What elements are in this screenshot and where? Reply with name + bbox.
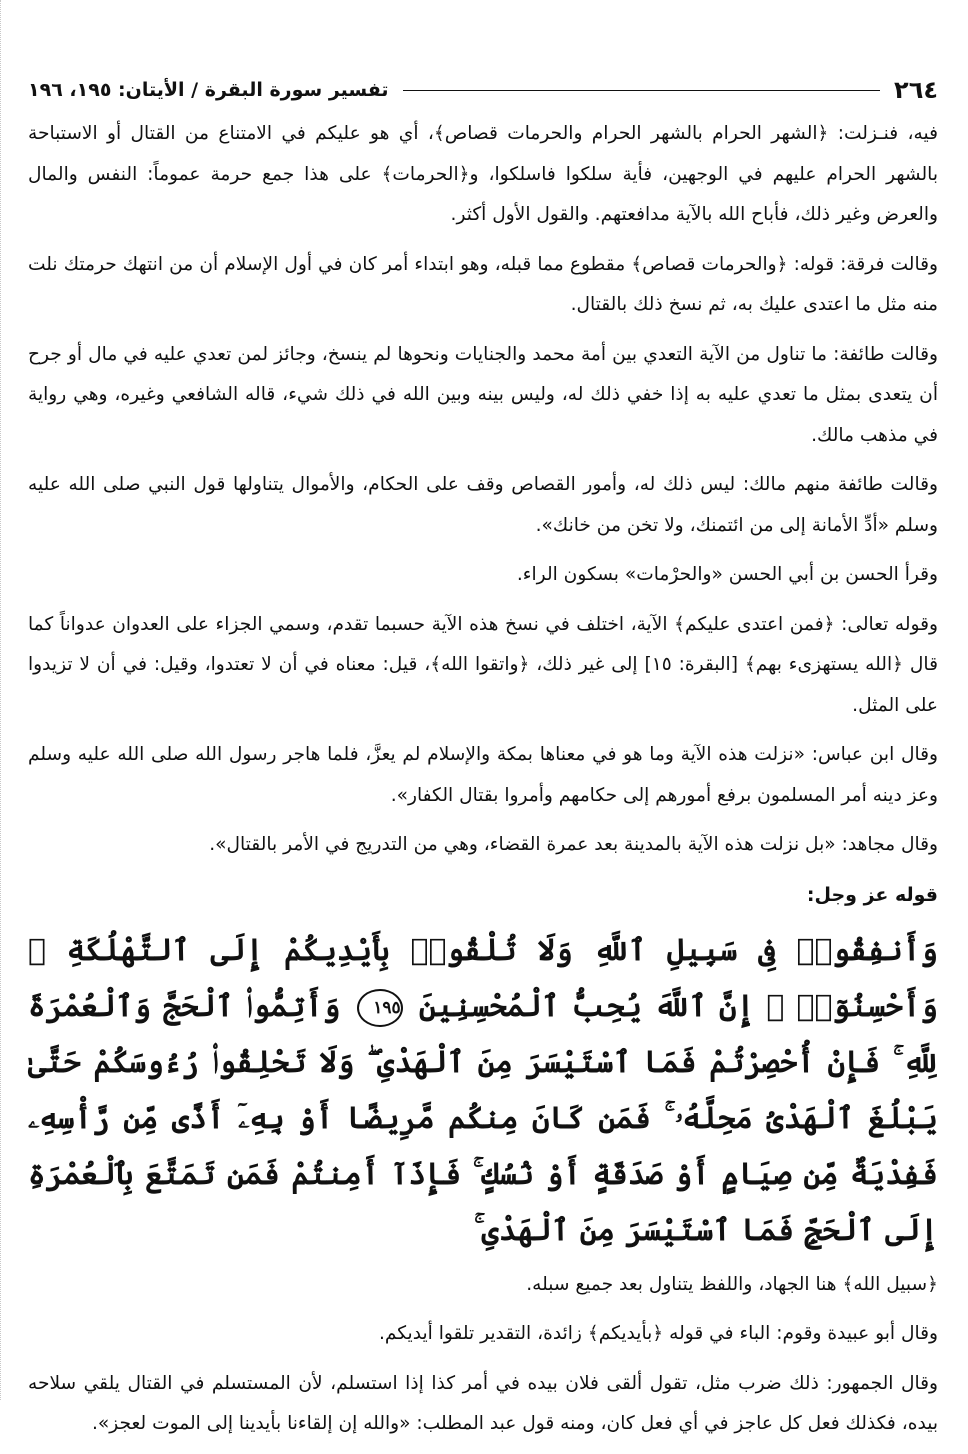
commentary-paragraph: وقال الجمهور: ذلك ضرب مثل، تقول ألقى فلان بيده في أمر كذا إذا استسلم، لأن المستسلم في القتال يلقي سلاحه بيده، فكذلك فعل كل عاجز في أي فعل كان، ومنه قول عبد المطلب: «والله إن إلقاءنا بأيدينا إلى الموت لعجز».: [28, 1372, 938, 1434]
page-number: ٢٦٤: [894, 76, 938, 104]
paragraph: وقالت طائفة: ما تناول من الآية التعدي بين أمة محمد والجنايات ونحوها لم ينسخ، وجائز لمن تعدي عليه في مال أو جرح أن يتعدى بمثل ما تعدي عليه به إذا خفي ذلك له، وليس بينه وبين الله في ذلك شيء، قاله الشافعي وغيره، وهي رواية في مذهب مالك.: [28, 343, 938, 446]
page-header: [28, 72, 938, 108]
commentary-paragraph: وقال أبو عبيدة وقوم: الباء في قوله ﴿بأيديكم﴾ زائدة، التقدير تلقوا أيديكم.: [378, 1323, 938, 1344]
ayah-number-mark: ١٩٥: [357, 989, 403, 1027]
paragraph: وقوله تعالى: ﴿فمن اعتدى عليكم﴾ الآية، اختلف في نسخ هذه الآية حسبما تقدم، وسمي الجزاء على العدوان عدواناً كما قال ﴿الله يستهزىء بهم﴾ [البقرة: ١٥] إلى غير ذلك، ﴿واتقوا الله﴾، قيل: معناه في أن لا تعتدوا، وقيل: في أن لا تزيدوا على المثل.: [28, 613, 938, 716]
header-rule: [403, 90, 881, 91]
page-body: [28, 114, 938, 1445]
commentary-paragraph: ﴿سبيل الله﴾ هنا الجهاد، واللفظ يتناول بعد جميع سبله.: [526, 1273, 938, 1295]
paragraph: وقال مجاهد: «بل نزلت هذه الآية بالمدينة بعد عمرة القضاء، وهي من التدريج في الأمر بالقتال».: [209, 834, 938, 855]
verse-intro: قوله عز وجل:: [806, 883, 938, 906]
quran-verse: [28, 923, 938, 1259]
paragraph: وقالت طائفة منهم مالك: ليس ذلك له، وأمور القصاص وقف على الحكام، والأموال يتناولها قول النبي صلى الله عليه وسلم «أدِّ الأمانة إلى من ائتمنك، ولا تخن من خانك».: [28, 474, 938, 536]
margin-dotted-line: [0, 0, 2, 1400]
paragraph: وقال ابن عباس: «نزلت هذه الآية وما هو في معناها بمكة والإسلام لم يعزَّ، فلما هاجر رسول الله صلى الله عليه وسلم وعز دينه أمر المسلمون برفع أمورهم إلى حكامهم وأمروا بقتال الكفار».: [28, 744, 938, 806]
paragraph: وقرأ الحسن بن أبي الحسن «والحرْمات» بسكون الراء.: [516, 564, 938, 585]
paragraph: فيه، فنـزلت: ﴿الشهر الحرام بالشهر الحرام والحرمات قصاص﴾، أي هو عليكم في الامتناع من القتال أو الاستباحة بالشهر الحرام عليهم في الوجهين، فأية سلكوا فاسلكوا، و﴿الحرمات﴾ على هذا جمع حرمة عموماً: النفس والمال والعرض وغير ذلك، فأباح الله بالآية مدافعتهم. والقول الأول أكثر.: [28, 123, 938, 225]
verse-text-part: وَأَتِمُّوا۟ ٱلْحَجَّ وَٱلْعُمْرَةَ لِلَّهِ ۚ فَإِنْ أُحْصِرْتُمْ فَمَا ٱسْتَيْسَرَ مِنَ ٱلْهَدْىِ ۖ وَلَا تَحْلِقُوا۟ رُءُوسَكُمْ حَتَّىٰ يَبْلُغَ ٱلْهَدْىُ مَحِلَّهُۥ ۚ فَمَن كَانَ مِنكُم مَّرِيضًا أَوْ بِهِۦٓ أَذًى مِّن رَّأْسِهِۦ فَفِدْيَةٌ مِّن صِيَامٍ أَوْ صَدَقَةٍ أَوْ نُسُكٍ ۚ فَإِذَآ أَمِنتُمْ فَمَن تَمَتَّعَ بِٱلْعُمْرَةِ إِلَى ٱلْحَجِّ فَمَا ٱسْتَيْسَرَ مِنَ ٱلْهَدْىِ ۚ: [28, 988, 938, 1248]
running-title: تفسير سورة البقرة / الأيتان: ١٩٥، ١٩٦: [28, 79, 389, 101]
verse-text-part: وَأَنفِقُوا۟ فِى سَبِيلِ ٱللَّهِ وَلَا تُلْقُوا۟ بِأَيْدِيكُمْ إِلَى ٱلتَّهْلُكَةِ ۛ وَأَحْسِنُوٓا۟ ۛ إِنَّ ٱللَّهَ يُحِبُّ ٱلْمُحْسِنِينَ: [28, 932, 938, 1024]
book-page: [28, 72, 938, 1454]
paragraph: وقالت فرقة: قوله: ﴿والحرمات قصاص﴾ مقطوع مما قبله، وهو ابتداء أمر كان في أول الإسلام أن من انتهك حرمتك نلت منه مثل ما اعتدى عليك به، ثم نسخ ذلك بالقتال.: [28, 253, 938, 315]
